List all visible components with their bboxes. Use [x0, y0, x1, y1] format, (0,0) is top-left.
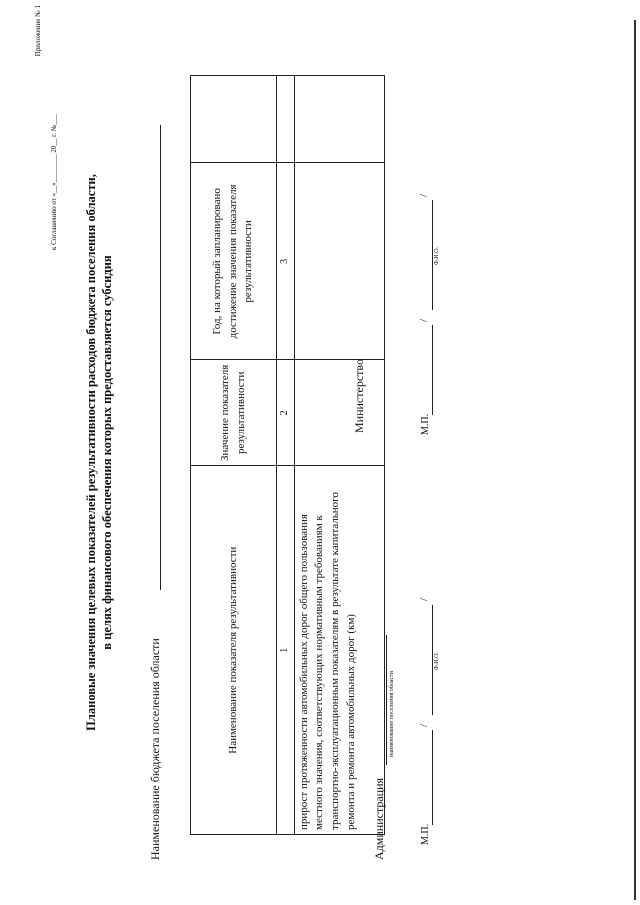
indicator-cell: прирост протяженности автомобильных дорог общего пользования местного значения, соответствующих нормативным требованиям к транспортно-эксплуатационным показателям в результате капитального ремонта и ремонта автомобильных дорог (км) — [294, 466, 384, 835]
table-row — [294, 76, 384, 835]
table-number-1: 1 — [277, 466, 295, 835]
administration-caption: наименование поселения области — [389, 671, 395, 757]
administration-label: Администрация — [372, 777, 386, 860]
budget-name-line — [160, 125, 161, 590]
ministry-signature-line — [432, 325, 433, 415]
table-header-value: Значение показателя результативности — [191, 360, 277, 466]
table-header-indicator: Наименование показателя результативности — [191, 466, 277, 835]
agreement-label: к Соглашению от «__»________ 20__ г. №___ — [50, 114, 58, 250]
ministry-fio-line — [432, 200, 433, 310]
value-cell — [294, 360, 384, 466]
scan-edge-border — [634, 20, 636, 900]
table-number-extra — [277, 76, 295, 163]
ministry-label: Министерство — [352, 359, 366, 433]
ministry-slash-2: / — [418, 193, 430, 197]
admin-mp-label: М.П. — [420, 823, 431, 845]
administration-line — [386, 635, 387, 765]
page-title-line1: Плановые значения целевых показателей результативности расходов бюджета поселения области, — [84, 174, 98, 731]
results-table — [190, 75, 385, 835]
table-header-extra — [191, 76, 277, 163]
table-number-3: 3 — [277, 163, 295, 360]
admin-signature-line — [432, 730, 433, 825]
ministry-mp-label: М.П. — [420, 413, 431, 435]
ministry-fio-label: Ф.И.О. — [434, 247, 440, 265]
admin-fio-label: Ф.И.О. — [434, 652, 440, 670]
admin-slash-1: / — [418, 723, 430, 727]
ministry-slash-1: / — [418, 318, 430, 322]
extra-cell — [294, 76, 384, 163]
table-number-2: 2 — [277, 360, 295, 466]
year-cell — [294, 163, 384, 360]
table-header-year: Год, на который запланировано достижение значения показателя результативности — [191, 163, 277, 360]
admin-slash-2: / — [418, 597, 430, 601]
appendix-label: Приложение № 1 — [34, 5, 42, 57]
admin-fio-line — [432, 605, 433, 715]
budget-name-label: Наименование бюджета поселения области — [148, 638, 162, 860]
page-title-line2: в целях финансового обеспечения которых предоставляется субсидия — [100, 255, 114, 650]
